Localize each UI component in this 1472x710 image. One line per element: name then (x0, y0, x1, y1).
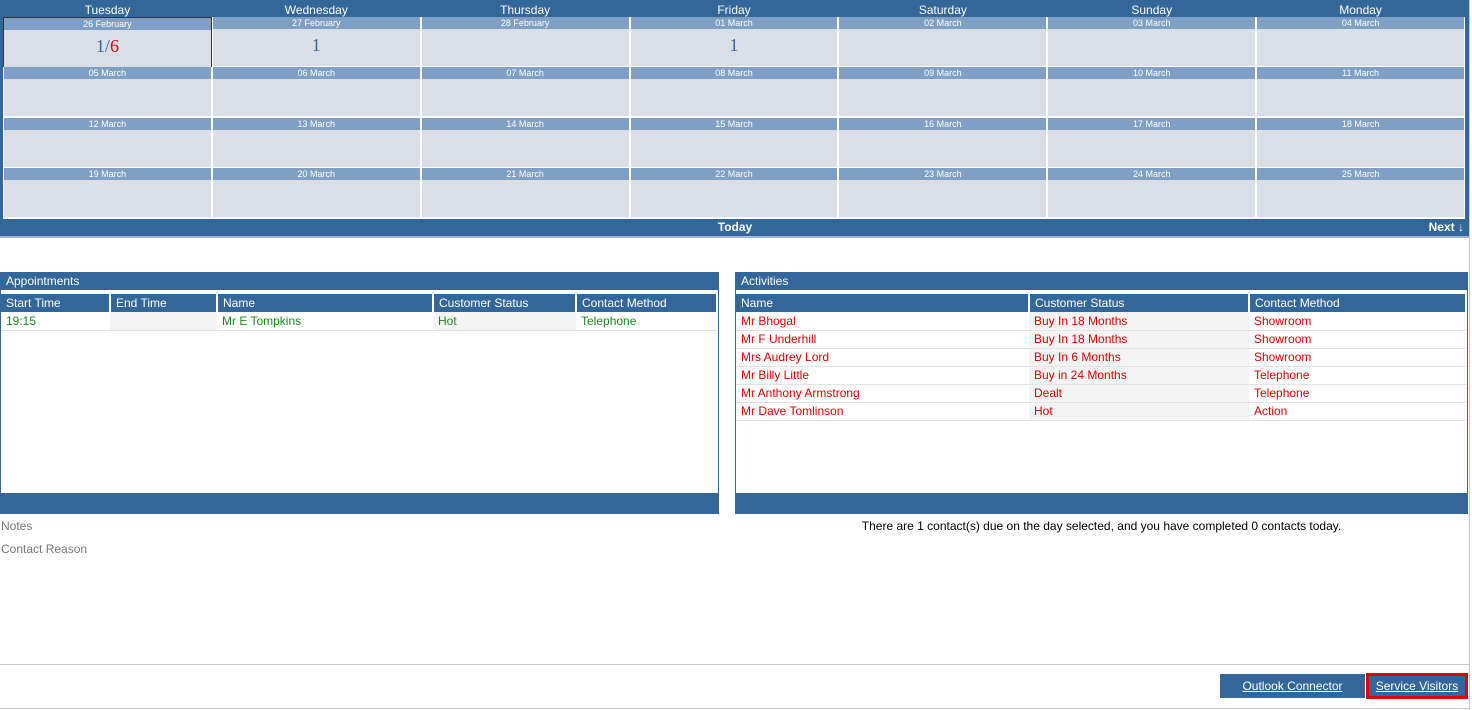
day-cell[interactable] (1256, 67, 1465, 118)
cell-contact-method: Showroom (1249, 330, 1466, 348)
appointments-footer (1, 493, 718, 513)
day-date: 15 March (631, 118, 838, 130)
service-visitors-label: Service Visitors (1375, 679, 1459, 693)
cell-contact-method: Action (1249, 402, 1466, 420)
calendar (0, 0, 1470, 238)
day-date: 10 March (1048, 67, 1255, 79)
day-cell[interactable] (212, 168, 421, 219)
cell-name: Mr F Underhill (736, 330, 1029, 348)
column-header-customer-status[interactable]: Customer Status (1029, 294, 1249, 312)
day-cell[interactable] (630, 67, 839, 118)
day-date: 22 March (631, 168, 838, 180)
column-header-customer-status[interactable]: Customer Status (433, 294, 576, 312)
day-cell[interactable] (630, 118, 839, 169)
overdue-count: 6 (109, 36, 119, 56)
day-date: 24 March (1048, 168, 1255, 180)
day-name: Thursday (500, 3, 551, 17)
appointments-panel (0, 272, 719, 514)
cell-customer-status: Buy in 24 Months (1029, 366, 1249, 384)
day-cell[interactable] (212, 67, 421, 118)
day-date: 21 March (422, 168, 629, 180)
cell-contact-method: Showroom (1249, 348, 1466, 366)
day-cell[interactable] (838, 67, 1047, 118)
table-row[interactable] (736, 402, 1466, 420)
day-cell[interactable] (421, 67, 630, 118)
day-name: Saturday (918, 3, 967, 17)
day-date: 17 March (1048, 118, 1255, 130)
day-cell[interactable] (838, 118, 1047, 169)
day-cell[interactable] (3, 67, 212, 118)
column-header-name[interactable]: Name (217, 294, 433, 312)
day-name: Wednesday (284, 3, 348, 17)
outlook-connector-button[interactable] (1220, 674, 1365, 698)
activities-title: Activities (736, 273, 1467, 290)
day-date: 04 March (1257, 17, 1464, 29)
calendar-day-header (3, 3, 1465, 17)
bottom-divider (0, 664, 1470, 665)
day-cell[interactable] (630, 168, 839, 219)
arrow-down-icon: ↓ (1458, 220, 1464, 234)
cell-name: Mr Bhogal (736, 312, 1029, 330)
table-row[interactable] (736, 330, 1466, 348)
day-date: 09 March (839, 67, 1046, 79)
contact-reason-label: Contact Reason (1, 542, 88, 556)
bottom-border (0, 708, 1470, 709)
day-cell[interactable] (1256, 168, 1465, 219)
today-link[interactable]: Today (717, 220, 753, 234)
day-cell[interactable] (421, 168, 630, 219)
right-border (1469, 0, 1470, 710)
day-cell[interactable] (1047, 67, 1256, 118)
day-date: 07 March (422, 67, 629, 79)
day-date: 18 March (1257, 118, 1464, 130)
day-date: 16 March (839, 118, 1046, 130)
cell-contact-method: Telephone (1249, 366, 1466, 384)
column-header-end-time[interactable]: End Time (110, 294, 217, 312)
cell-name: Mr Billy Little (736, 366, 1029, 384)
day-cell[interactable] (212, 17, 421, 68)
cell-name: Mrs Audrey Lord (736, 348, 1029, 366)
next-label: Next (1428, 220, 1455, 234)
day-cell[interactable] (838, 17, 1047, 68)
day-cell[interactable] (1047, 17, 1256, 68)
day-date: 13 March (213, 118, 420, 130)
column-header-contact-method[interactable]: Contact Method (1249, 294, 1466, 312)
table-header-row (736, 294, 1466, 312)
day-name: Monday (1339, 3, 1382, 17)
table-row[interactable] (736, 384, 1466, 402)
cell-name: Mr E Tompkins (217, 312, 433, 330)
day-cell[interactable] (1047, 118, 1256, 169)
day-cell[interactable] (1256, 17, 1465, 68)
week-row (3, 67, 1465, 118)
day-date: 23 March (839, 168, 1046, 180)
day-name: Sunday (1131, 3, 1173, 17)
cell-customer-status: Buy In 18 Months (1029, 312, 1249, 330)
calendar-footer (0, 219, 1470, 236)
column-header-name[interactable]: Name (736, 294, 1029, 312)
day-date: 05 March (4, 67, 211, 79)
day-date: 06 March (213, 67, 420, 79)
day-name: Friday (717, 3, 751, 17)
column-header-contact-method[interactable]: Contact Method (576, 294, 717, 312)
cell-contact-method: Telephone (1249, 384, 1466, 402)
table-header-row (1, 294, 717, 312)
cell-start-time: 19:15 (1, 312, 110, 330)
activities-panel (735, 272, 1468, 514)
cell-name: Mr Anthony Armstrong (736, 384, 1029, 402)
due-count[interactable]: 1 (729, 35, 739, 55)
due-count: 1 (95, 36, 105, 56)
day-date: 28 February (422, 17, 629, 29)
day-date: 12 March (4, 118, 211, 130)
day-cell[interactable] (630, 17, 839, 68)
day-name: Tuesday (84, 3, 131, 17)
day-date: 08 March (631, 67, 838, 79)
day-date: 20 March (213, 168, 420, 180)
day-cell[interactable] (838, 168, 1047, 219)
table-row[interactable] (736, 366, 1466, 384)
activities-table (736, 294, 1467, 421)
day-cell[interactable] (212, 118, 421, 169)
day-date: 19 March (4, 168, 211, 180)
day-cell[interactable] (1047, 168, 1256, 219)
day-date: 14 March (422, 118, 629, 130)
column-header-start-time[interactable]: Start Time (1, 294, 110, 312)
cell-customer-status: Hot (1029, 402, 1249, 420)
day-date: 02 March (839, 17, 1046, 29)
week-row (3, 118, 1465, 169)
appointments-table (1, 294, 718, 331)
day-cell[interactable] (421, 17, 630, 68)
day-cell-selected[interactable] (3, 17, 212, 68)
day-date: 11 March (1257, 67, 1464, 79)
day-count[interactable]: 1/6 (95, 36, 119, 56)
calendar-grid (3, 17, 1465, 219)
day-cell[interactable] (1256, 118, 1465, 169)
day-date: 27 February (213, 17, 420, 29)
status-message: There are 1 contact(s) due on the day selected, and you have completed 0 contacts today. (861, 519, 1342, 533)
cell-end-time (110, 312, 217, 330)
outlook-connector-label: Outlook Connector (1242, 679, 1343, 693)
notes-label: Notes (1, 519, 33, 533)
activities-footer (736, 493, 1467, 513)
week-row (3, 168, 1465, 219)
cell-customer-status: Buy In 18 Months (1029, 330, 1249, 348)
table-row[interactable] (736, 348, 1466, 366)
day-cell[interactable] (3, 168, 212, 219)
day-date: 03 March (1048, 17, 1255, 29)
cell-customer-status: Buy In 6 Months (1029, 348, 1249, 366)
day-cell[interactable] (3, 118, 212, 169)
day-date: 26 February (4, 18, 211, 30)
table-row[interactable] (736, 312, 1466, 330)
next-link[interactable] (1429, 220, 1464, 234)
table-row[interactable] (1, 312, 717, 330)
cell-customer-status: Hot (433, 312, 576, 330)
appointments-title: Appointments (1, 273, 718, 290)
day-cell[interactable] (421, 118, 630, 169)
calendar-divider (0, 236, 1470, 238)
week-row (3, 17, 1465, 68)
cell-name: Mr Dave Tomlinson (736, 402, 1029, 420)
service-visitors-button[interactable] (1367, 674, 1467, 698)
cell-contact-method: Showroom (1249, 312, 1466, 330)
cell-contact-method: Telephone (576, 312, 717, 330)
day-date: 25 March (1257, 168, 1464, 180)
cell-customer-status: Dealt (1029, 384, 1249, 402)
due-count[interactable]: 1 (311, 35, 321, 55)
day-date: 01 March (631, 17, 838, 29)
